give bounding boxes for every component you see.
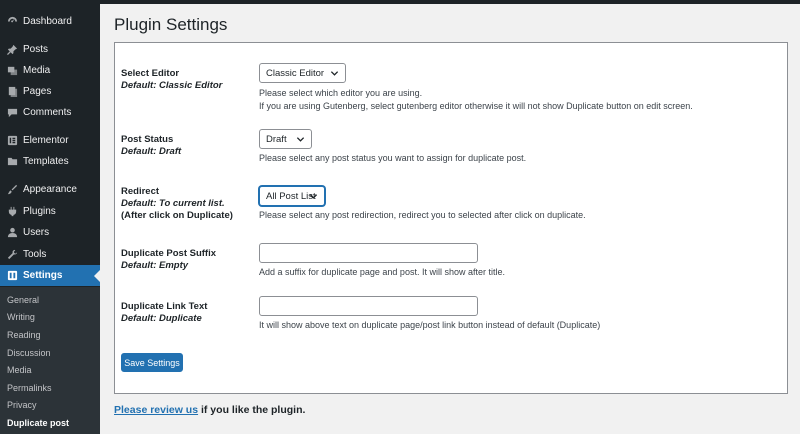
admin-sidebar xyxy=(0,0,100,434)
editor-help-1: Please select which editor you are using. xyxy=(259,88,423,98)
sidebar-item-users[interactable] xyxy=(0,222,100,243)
suffix-help: Add a suffix for duplicate page and post. It will show after title. xyxy=(259,267,505,277)
pin-icon xyxy=(6,44,18,56)
suffix-default: Default: Empty xyxy=(121,260,189,271)
link-text-help: It will show above text on duplicate page/post link button instead of default (Duplicate) xyxy=(259,320,601,330)
chevron-down-icon xyxy=(296,135,305,144)
sidebar-item-comments[interactable] xyxy=(0,102,100,123)
status-select-value: Draft xyxy=(266,133,287,145)
status-select[interactable] xyxy=(259,129,312,149)
sidebar-item-label: Appearance xyxy=(23,184,77,195)
submenu-item-privacy[interactable]: Privacy xyxy=(7,400,37,410)
media-icon xyxy=(6,65,18,77)
sidebar-item-label: Posts xyxy=(23,44,49,55)
sidebar-item-label: Settings xyxy=(23,270,63,281)
sidebar-item-label: Media xyxy=(23,65,51,76)
admin-bar xyxy=(0,0,800,4)
comments-icon xyxy=(6,107,18,119)
elementor-icon xyxy=(6,135,18,147)
users-icon xyxy=(6,227,18,239)
brush-icon xyxy=(6,184,18,196)
redirect-select[interactable] xyxy=(259,186,325,206)
sidebar-item-label: Elementor xyxy=(23,135,69,146)
submenu-item-media[interactable]: Media xyxy=(7,365,32,375)
plugin-icon xyxy=(6,206,18,218)
sidebar-item-media[interactable] xyxy=(0,60,100,81)
review-suffix: if you like the plugin. xyxy=(198,404,306,416)
review-prompt xyxy=(114,404,305,416)
wrench-icon xyxy=(6,249,18,261)
settings-submenu xyxy=(0,287,100,434)
sidebar-item-label: Users xyxy=(23,227,50,238)
status-help: Please select any post status you want to assign for duplicate post. xyxy=(259,153,527,163)
submenu-item-reading[interactable]: Reading xyxy=(7,330,41,340)
suffix-label: Duplicate Post Suffix xyxy=(121,248,217,259)
folder-icon xyxy=(6,156,18,168)
suffix-input[interactable] xyxy=(259,243,478,263)
submenu-item-permalinks[interactable]: Permalinks xyxy=(7,383,52,393)
settings-panel xyxy=(114,42,788,394)
submenu-item-duplicate-post[interactable]: Duplicate post xyxy=(7,418,70,428)
redirect-select-value: All Post List xyxy=(266,190,316,202)
status-default: Default: Draft xyxy=(121,146,182,157)
link-text-default: Default: Duplicate xyxy=(121,313,202,324)
sidebar-item-label: Dashboard xyxy=(23,16,72,27)
sidebar-item-label: Templates xyxy=(23,156,69,167)
redirect-help: Please select any post redirection, redirect you to selected after click on duplicate. xyxy=(259,210,586,220)
link-text-label: Duplicate Link Text xyxy=(121,301,208,312)
sidebar-item-pages[interactable] xyxy=(0,81,100,102)
editor-help-2: If you are using Gutenberg, select gutenberg editor otherwise it will not show Duplicate button on edit screen. xyxy=(259,101,693,111)
redirect-label: Redirect xyxy=(121,186,160,197)
submenu-item-writing[interactable]: Writing xyxy=(7,312,35,322)
pages-icon xyxy=(6,86,18,98)
sidebar-item-label: Plugins xyxy=(23,206,56,217)
sidebar-item-dashboard[interactable] xyxy=(0,11,100,32)
settings-icon xyxy=(6,270,18,282)
sidebar-item-tools[interactable] xyxy=(0,244,100,265)
submenu-item-discussion[interactable]: Discussion xyxy=(7,348,51,358)
save-settings-button[interactable]: Save Settings xyxy=(121,353,183,372)
editor-default: Default: Classic Editor xyxy=(121,80,223,91)
editor-label: Select Editor xyxy=(121,68,180,79)
sidebar-item-elementor[interactable] xyxy=(0,130,100,151)
link-text-input[interactable] xyxy=(259,296,478,316)
sidebar-item-settings[interactable] xyxy=(0,265,100,286)
sidebar-item-posts[interactable] xyxy=(0,39,100,60)
sidebar-item-templates[interactable] xyxy=(0,151,100,172)
dashboard-icon xyxy=(6,16,18,28)
submenu-item-general[interactable]: General xyxy=(7,295,40,305)
sidebar-item-plugins[interactable] xyxy=(0,201,100,222)
editor-select-value: Classic Editor xyxy=(266,67,325,79)
chevron-down-icon xyxy=(330,69,339,78)
redirect-extra: (After click on Duplicate) xyxy=(121,210,233,221)
sidebar-item-label: Pages xyxy=(23,86,52,97)
sidebar-item-label: Comments xyxy=(23,107,72,118)
editor-select[interactable] xyxy=(259,63,346,83)
status-label: Post Status xyxy=(121,134,174,145)
chevron-down-icon xyxy=(309,192,318,201)
sidebar-item-appearance[interactable] xyxy=(0,179,100,200)
sidebar-item-label: Tools xyxy=(23,249,47,260)
review-link[interactable]: Please review us xyxy=(114,404,199,416)
redirect-default: Default: To current list. xyxy=(121,198,225,209)
page-title: Plugin Settings xyxy=(114,15,228,34)
